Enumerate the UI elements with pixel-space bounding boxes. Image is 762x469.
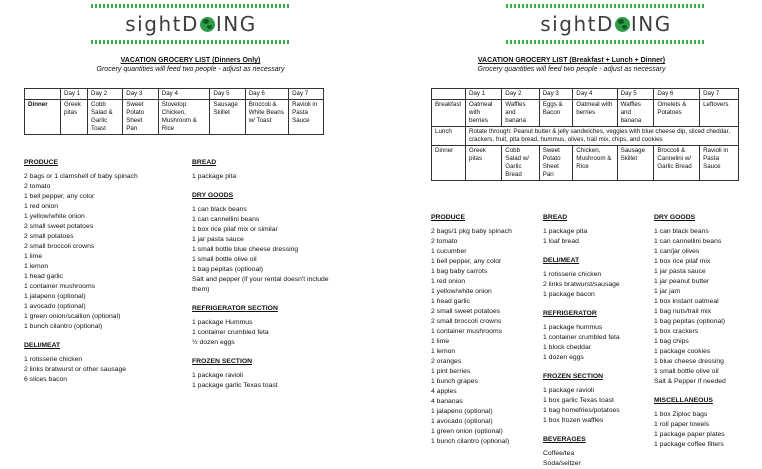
grocery-item: 1 box frozen waffles [543,417,604,424]
day-header: Day 4 [573,89,617,100]
grocery-item: 1 small bottle olive oil [654,368,719,375]
grocery-item: 1 package pita [543,228,588,235]
grocery-item: 1 bag nuts/trail mix [654,308,712,315]
lunch-rotation-cell: Rotate through: Peanut butter & jelly sandwiches, veggies with blue cheese dip, sliced cheddar, crackers, fruit, pita bread, hummus, olives, trail mix, chips, and cookies [466,127,739,146]
grocery-item: 1 yellow/white onion [24,213,85,220]
grocery-item: 1 jar peanut butter [654,278,710,285]
dinner-row [432,146,739,181]
grocery-item: 1 bag homefries/potatoes [543,407,620,414]
dinners-page [0,0,381,465]
grocery-item: 1 rotisserie chicken [543,271,602,278]
grocery-item: 2 links bratwurst or other sausage [24,366,127,373]
grocery-column [431,213,539,447]
grocery-item: ½ dozen eggs [192,339,235,346]
grocery-item: 1 head garlic [24,273,63,280]
section-heading: DRY GOODS [654,214,696,221]
section-heading: DELI/MEAT [24,342,61,349]
section-heading: REFRIGERATOR [543,310,597,317]
section-heading: MISCELLANEOUS [654,397,713,404]
grocery-item: 1 dozen eggs [543,354,584,361]
grocery-item: 1 package hummus [543,324,603,331]
grocery-item: 2 bags/1 pkg baby spinach [431,228,512,235]
section-heading: DELI/MEAT [543,257,580,264]
day-header: Day 7 [289,89,324,100]
grocery-item: 4 apples [431,388,457,395]
grocery-item: 1 head garlic [431,298,470,305]
grocery-item: 2 small potatoes [24,233,74,240]
grocery-item: 1 container mushrooms [431,328,503,335]
grocery-item: 1 box rice pilaf mix [654,258,711,265]
day-header: Day 7 [700,89,739,100]
grocery-item: 1 container crumbled feta [543,334,620,341]
grocery-item: 1 box Ziploc bags [654,411,708,418]
row-label: Dinner [432,146,466,181]
meal-cell: Sweet Potato Sheet Pan [123,100,159,135]
grocery-item: 1 red onion [431,278,466,285]
meal-cell: Eggs & Bacon [539,100,573,127]
day-header: Day 3 [123,89,159,100]
page-title: VACATION GROCERY LIST (Dinners Only) [120,57,261,64]
meal-cell: Sausage Skillet [210,100,245,135]
grocery-item: 1 package cookies [654,348,711,355]
day-header: Day 1 [61,89,88,100]
grocery-item: 2 small sweet potatoes [24,223,94,230]
day-header: Day 6 [654,89,700,100]
day-header-row [25,89,324,100]
full-day-page [381,0,762,465]
meal-cell: Stovetop Chicken, Mushroom & Rice [158,100,210,135]
day-header: Day 5 [210,89,245,100]
page-title: VACATION GROCERY LIST (Breakfast + Lunch + Dinner) [477,57,666,64]
grocery-item: Salt and pepper (if your rental doesn't include them) [192,276,329,293]
grocery-item: 1 bunch cilantro (optional) [431,438,510,445]
grocery-item: 1 jar jam [654,288,681,295]
meal-cell: Broccoli & White Beans w/ Toast [245,100,288,135]
section-heading: DRY GOODS [192,192,234,199]
meal-cell: Greek pitas [466,146,502,181]
section-heading: BEVERAGES [543,436,586,443]
grocery-item: 1 box instant oatmeal [654,298,719,305]
day-header: Day 1 [466,89,502,100]
grocery-column [192,158,342,391]
grocery-item: 1 package pita [192,173,237,180]
meal-cell: Greek pitas [61,100,88,135]
grocery-item: 2 tomato [24,183,51,190]
grocery-item: 1 bell pepper, any color [431,258,502,265]
lunch-row [432,127,739,146]
day-header: Day 3 [539,89,573,100]
grocery-item: 1 package Hummus [192,319,253,326]
section-heading: PRODUCE [24,159,58,166]
grocery-item: 1 package ravioli [192,372,244,379]
grocery-item: 1 small bottle olive oil [192,256,257,263]
grocery-item: 1 can black beans [654,228,709,235]
grocery-item: 2 small broccoli crowns [24,243,95,250]
grocery-item: Salt & Pepper if needed [654,378,726,385]
breakfast-row [432,100,739,127]
grocery-item: 1 lime [24,253,43,260]
meal-cell: Oatmeal with berries [466,100,502,127]
grocery-item: 1 pint berries [431,368,471,375]
grocery-item: 1 package ravioli [543,387,595,394]
meal-cell: Sweet Potato Sheet Pan [539,146,573,181]
grocery-item: 1 box crackers [654,328,699,335]
day-header: Day 5 [617,89,654,100]
grocery-item: 1 lime [431,338,450,345]
grocery-item: 1 cucumber [431,248,467,255]
meal-cell: Oatmeal with berries [573,100,617,127]
grocery-item: 1 lemon [431,348,456,355]
meal-cell: Cobb Salad w/ Garlic Bread [502,146,539,181]
grocery-item: 2 oranges [431,358,462,365]
day-header: Day 2 [88,89,123,100]
meal-cell: Omelets & Potatoes [654,100,700,127]
grocery-item: 1 package paper plates [654,431,725,438]
day-header: Day 2 [502,89,539,100]
globe-icon [615,17,630,32]
meal-plan-table [431,88,739,181]
meal-cell: Waffles and banana [502,100,539,127]
grocery-item: 2 links bratwurst/sausage [543,281,620,288]
grocery-column [543,213,651,469]
meal-plan-table [24,88,324,135]
day-header-row [432,89,739,100]
day-header: Day 6 [245,89,288,100]
row-label: Lunch [432,127,466,146]
section-heading: BREAD [192,159,217,166]
grocery-item: 1 container mushrooms [24,283,96,290]
grocery-item: 1 block cheddar [543,344,591,351]
grocery-item: 1 container crumbled feta [192,329,269,336]
globe-icon [200,17,215,32]
grocery-item: 1 bunch grapes [431,378,478,385]
section-heading: BREAD [543,214,568,221]
grocery-item: 1 bag chips [654,338,689,345]
grocery-item: 1 jalapeno (optional) [24,293,86,300]
grocery-item: 1 loaf bread [543,238,579,245]
grocery-item: 6 slices bacon [24,376,68,383]
row-label: Dinner [25,100,61,135]
meal-cell: Waffles and banana [617,100,654,127]
grocery-item: 1 can black beans [192,206,247,213]
grocery-item: 1 lemon [24,263,49,270]
dinner-row [25,100,324,135]
grocery-item: 1 jar pasta sauce [654,268,706,275]
grocery-item: 1 package bacon [543,291,595,298]
grocery-column [24,158,184,385]
meal-cell: Chicken, Mushroom & Rice [573,146,617,181]
grocery-item: 1 jar pasta sauce [192,236,244,243]
grocery-item: 1 green onion/scallion (optional) [24,313,121,320]
sightdoing-logo: sightD ING [91,4,291,44]
section-heading: PRODUCE [431,214,465,221]
grocery-item: 1 bell pepper, any color [24,193,95,200]
grocery-item: 1 green onion (optional) [431,428,503,435]
grocery-item: 1 bag pepitas (optional) [654,318,726,325]
grocery-item: 1 can cannellini beans [192,216,260,223]
grocery-item: 2 small sweet potatoes [431,308,501,315]
grocery-item: 2 tomato [431,238,458,245]
grocery-item: 2 small broccoli crowns [431,318,502,325]
meal-cell: Ravioli in Pasta Sauce [700,146,739,181]
grocery-item: 1 jalapeno (optional) [431,408,493,415]
grocery-item: Soda/seltzer [543,460,581,467]
grocery-item: Coffee/tea [543,450,575,457]
section-heading: REFRIGERATOR SECTION [192,305,278,312]
meal-cell: Sausage Skillet [617,146,654,181]
grocery-item: 1 bunch cilantro (optional) [24,323,103,330]
grocery-item: 1 can/jar olives [654,248,700,255]
grocery-item: 2 bags or 1 clamshell of baby spinach [24,173,138,180]
grocery-item: 1 avocado (optional) [431,418,493,425]
grocery-item: 1 box rice pilaf mix or similar [192,226,278,233]
grocery-item: 1 yellow/white onion [431,288,492,295]
grocery-item: 1 box garlic Texas toast [543,397,614,404]
grocery-item: 1 red onion [24,203,59,210]
meal-cell: Cobb Salad & Garlic Toast [88,100,123,135]
grocery-item: 1 bag pepitas (optional) [192,266,264,273]
meal-cell: Leftovers [700,100,739,127]
grocery-item: 1 roll paper towels [654,421,710,428]
grocery-item: 1 bag baby carrots [431,268,488,275]
grocery-item: 4 bananas [431,398,463,405]
grocery-item: 1 avocado (optional) [24,303,86,310]
row-label: Breakfast [432,100,466,127]
section-heading: FROZEN SECTION [543,373,604,380]
section-heading: FROZEN SECTION [192,358,253,365]
grocery-item: 1 can cannellini beans [654,238,722,245]
sightdoing-logo: sightD ING [506,4,706,44]
page-subtitle: Grocery quantities will feed two people - adjust as necessary [477,66,666,73]
day-header: Day 4 [158,89,210,100]
grocery-column [654,213,758,450]
grocery-item: 1 blue cheese dressing [654,358,724,365]
meal-cell: Broccoli & Cannelini w/ Garlic Bread [654,146,700,181]
grocery-item: 1 rotisserie chicken [24,356,83,363]
page-subtitle: Grocery quantities will feed two people - adjust as necessary [96,66,285,73]
grocery-item: 1 package coffee filters [654,441,724,448]
grocery-item: 1 package garlic Texas toast [192,382,278,389]
grocery-item: 1 small bottle blue cheese dressing [192,246,299,253]
meal-cell: Ravioli in Pasta Sauce [289,100,324,135]
